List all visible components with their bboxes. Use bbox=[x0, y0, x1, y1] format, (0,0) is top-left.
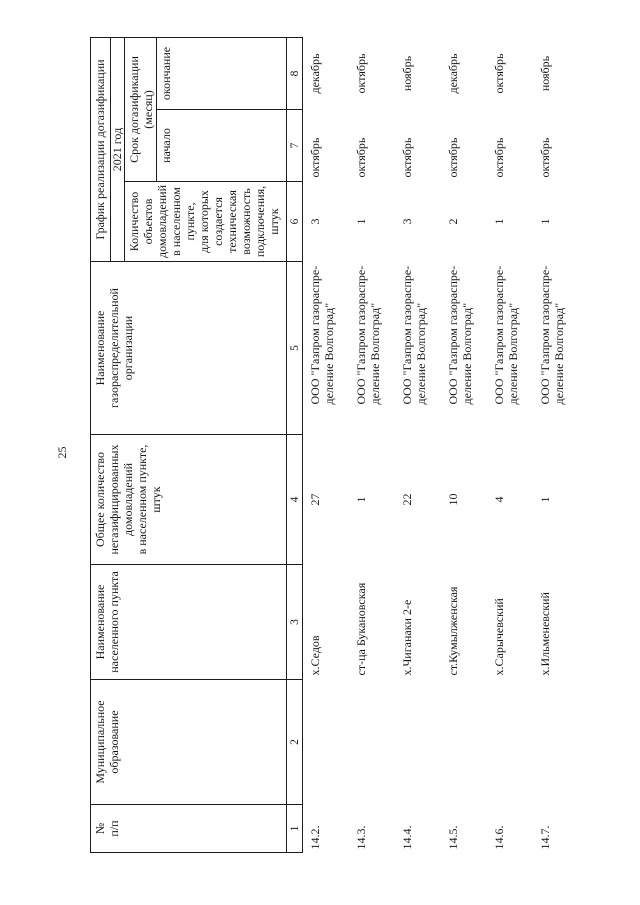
cell-settlement: х.Сарычевский bbox=[491, 598, 506, 676]
header-objects-count: Количество объектов домовладений в населенном пункте, для которых создается техническая возможность подключения, штук bbox=[125, 182, 287, 262]
cell-start-month: октябрь bbox=[399, 137, 414, 178]
header-settlement: Наименование населенного пункта bbox=[91, 565, 287, 680]
cell-municipality bbox=[533, 680, 579, 805]
cell-municipality bbox=[487, 680, 533, 805]
cell-start-month: октябрь bbox=[353, 137, 368, 178]
header-municipality: Муниципальное образование bbox=[91, 680, 287, 805]
cell-end-month: декабрь bbox=[308, 53, 322, 94]
cell-municipality bbox=[349, 680, 395, 805]
header-total-households: Общее количество негазифицированных домовладений в населенном пункте, штук bbox=[91, 435, 287, 565]
cell-gas-organization: ООО "Газпром газораспре- деление Волгоград" bbox=[399, 265, 428, 405]
cell-objects-count: 1 bbox=[491, 218, 506, 225]
column-number: 6 bbox=[287, 182, 303, 262]
cell-start-month: октябрь bbox=[491, 137, 506, 178]
cell-municipality bbox=[395, 680, 441, 805]
column-number: 4 bbox=[287, 435, 303, 565]
header-year: 2021 год bbox=[111, 38, 125, 262]
cell-gas-organization: ООО "Газпром газораспре- деление Волгоград" bbox=[308, 265, 336, 405]
column-number: 2 bbox=[287, 680, 303, 805]
cell-start-month: октябрь bbox=[445, 137, 460, 178]
cell-number: 14.2. bbox=[308, 825, 322, 850]
cell-end-month: декабрь bbox=[445, 53, 460, 94]
column-number: 3 bbox=[287, 565, 303, 680]
column-number-row bbox=[287, 38, 303, 853]
cell-end-month: октябрь bbox=[491, 53, 506, 94]
cell-number: 14.3. bbox=[353, 825, 368, 850]
table-row bbox=[487, 38, 533, 853]
header-term: Срок догазификации (месяц) bbox=[125, 38, 157, 182]
header-row bbox=[91, 38, 111, 853]
cell-gas-organization: ООО "Газпром газораспре- деление Волгоград" bbox=[537, 265, 566, 405]
cell-end-month: ноябрь bbox=[399, 55, 414, 92]
cell-municipality bbox=[303, 680, 349, 805]
header-end: окончание bbox=[157, 38, 287, 110]
cell-number: 14.7. bbox=[537, 825, 552, 850]
cell-objects-count: 3 bbox=[399, 218, 414, 225]
column-number: 8 bbox=[287, 38, 303, 110]
column-number: 7 bbox=[287, 110, 303, 182]
cell-number: 14.6. bbox=[491, 825, 506, 850]
cell-municipality bbox=[441, 680, 487, 805]
cell-objects-count: 3 bbox=[308, 218, 322, 225]
header-gas-organization: Наименование газораспределительной организации bbox=[91, 262, 287, 435]
table-row bbox=[533, 38, 579, 853]
cell-total-households: 10 bbox=[445, 493, 460, 506]
cell-total-households: 1 bbox=[537, 496, 552, 503]
gasification-schedule-table bbox=[90, 37, 579, 853]
cell-total-households: 27 bbox=[308, 493, 322, 506]
cell-end-month: ноябрь bbox=[537, 55, 552, 92]
page-number: 25 bbox=[55, 446, 69, 459]
cell-gas-organization: ООО "Газпром газораспре- деление Волгоград" bbox=[491, 265, 520, 405]
cell-total-households: 1 bbox=[353, 496, 368, 503]
cell-objects-count: 1 bbox=[537, 218, 552, 225]
cell-number: 14.5. bbox=[445, 825, 460, 850]
cell-gas-organization: ООО "Газпром газораспре- деление Волгоград" bbox=[445, 265, 474, 405]
cell-objects-count: 1 bbox=[353, 218, 368, 225]
cell-total-households: 22 bbox=[399, 493, 414, 506]
cell-settlement: ст.Кумылженская bbox=[445, 586, 460, 676]
cell-start-month: октябрь bbox=[308, 137, 322, 178]
table-row bbox=[441, 38, 487, 853]
cell-settlement: х.Ильменевский bbox=[537, 592, 552, 676]
cell-objects-count: 2 bbox=[445, 218, 460, 225]
table-row bbox=[303, 38, 349, 853]
header-number: № п/п bbox=[91, 805, 287, 853]
column-number: 1 bbox=[287, 805, 303, 853]
cell-gas-organization: ООО "Газпром газораспре- деление Волгоград" bbox=[353, 265, 382, 405]
cell-number: 14.4. bbox=[399, 825, 414, 850]
cell-total-households: 4 bbox=[491, 496, 506, 503]
column-number: 5 bbox=[287, 262, 303, 435]
table-row bbox=[395, 38, 441, 853]
cell-settlement: х.Чиганаки 2-е bbox=[399, 599, 414, 676]
cell-start-month: октябрь bbox=[537, 137, 552, 178]
cell-settlement: ст-ца Букановская bbox=[353, 582, 368, 676]
table-row bbox=[349, 38, 395, 853]
cell-settlement: х.Седов bbox=[308, 635, 322, 676]
header-schedule: График реализации догазификации bbox=[91, 38, 111, 262]
header-start: начало bbox=[157, 110, 287, 182]
cell-end-month: октябрь bbox=[353, 53, 368, 94]
